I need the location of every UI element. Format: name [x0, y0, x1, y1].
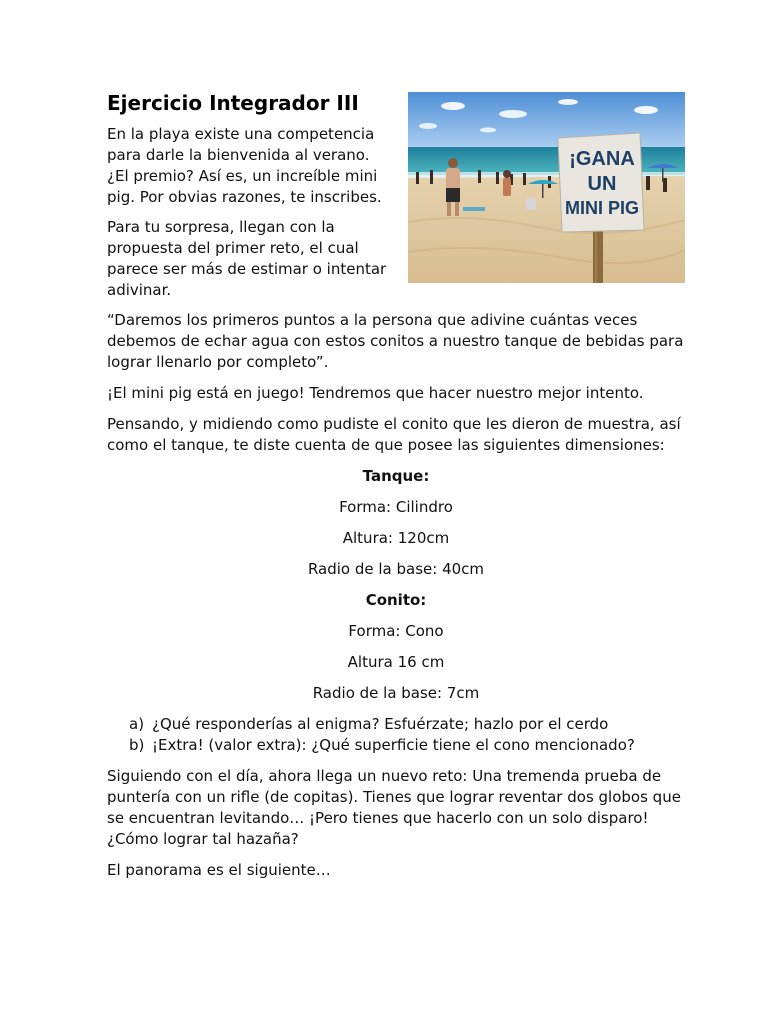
- cone-height: Altura 16 cm: [347, 653, 445, 671]
- excite-paragraph: ¡El mini pig está en juego! Tendremos que hacer nuestro mejor intento.: [107, 384, 644, 402]
- tank-height: Altura: 120cm: [342, 529, 450, 547]
- outro-paragraph-1: Siguiendo con el día, ahora llega un nuevo reto: Una tremenda prueba de puntería con un rifle (de copitas). Tienes que lograr reventar dos globos que se encuentran levitando… ¡Pero tienes que hacerlo con un solo disparo! ¿Cómo lograr tal hazaña?: [107, 767, 681, 848]
- question-text: ¿Qué responderías al enigma? Esfuérzate; hazlo por el cerdo: [152, 715, 609, 733]
- document-body: [107, 88, 685, 881]
- sign-line-2: UN: [587, 173, 617, 195]
- list-item: [107, 735, 685, 756]
- question-marker: a): [129, 715, 145, 733]
- sign-line-3: MINI PIG: [564, 198, 640, 218]
- sign-line-1: ¡GANA: [569, 148, 635, 170]
- cone-radius: Radio de la base: 7cm: [312, 684, 480, 702]
- cone-heading: Conito:: [365, 591, 427, 609]
- tank-shape: Forma: Cilindro: [339, 498, 453, 516]
- tank-radius: Radio de la base: 40cm: [307, 560, 485, 578]
- question-marker: b): [129, 736, 145, 754]
- question-text: ¡Extra! (valor extra): ¿Qué superficie tiene el cono mencionado?: [152, 736, 635, 754]
- cone-specs: [107, 590, 685, 704]
- page-title: Ejercicio Integrador III: [107, 91, 359, 115]
- intro-paragraph-1: En la playa existe una competencia para darle la bienvenida al verano. ¿El premio? Así es, un increíble mini pig. Por obvias razones, te inscribes.: [107, 125, 382, 206]
- cone-shape: Forma: Cono: [348, 622, 444, 640]
- quote-paragraph: “Daremos los primeros puntos a la persona que adivine cuántas veces debemos de echar agua con estos conitos a nuestro tanque de bebidas para lograr llenarlo por completo”.: [107, 311, 684, 371]
- thinking-paragraph: Pensando, y midiendo como pudiste el conito que les dieron de muestra, así como el tanque, te diste cuenta de que posee las siguientes dimensiones:: [107, 415, 681, 454]
- questions-list: [107, 714, 685, 756]
- tank-specs: [107, 466, 685, 580]
- list-item: [107, 714, 685, 735]
- intro-paragraph-2: Para tu sorpresa, llegan con la propuesta del primer reto, el cual parece ser más de estimar o intentar adivinar.: [107, 218, 387, 299]
- tank-heading: Tanque:: [362, 467, 430, 485]
- outro-paragraph-2: El panorama es el siguiente…: [107, 861, 331, 879]
